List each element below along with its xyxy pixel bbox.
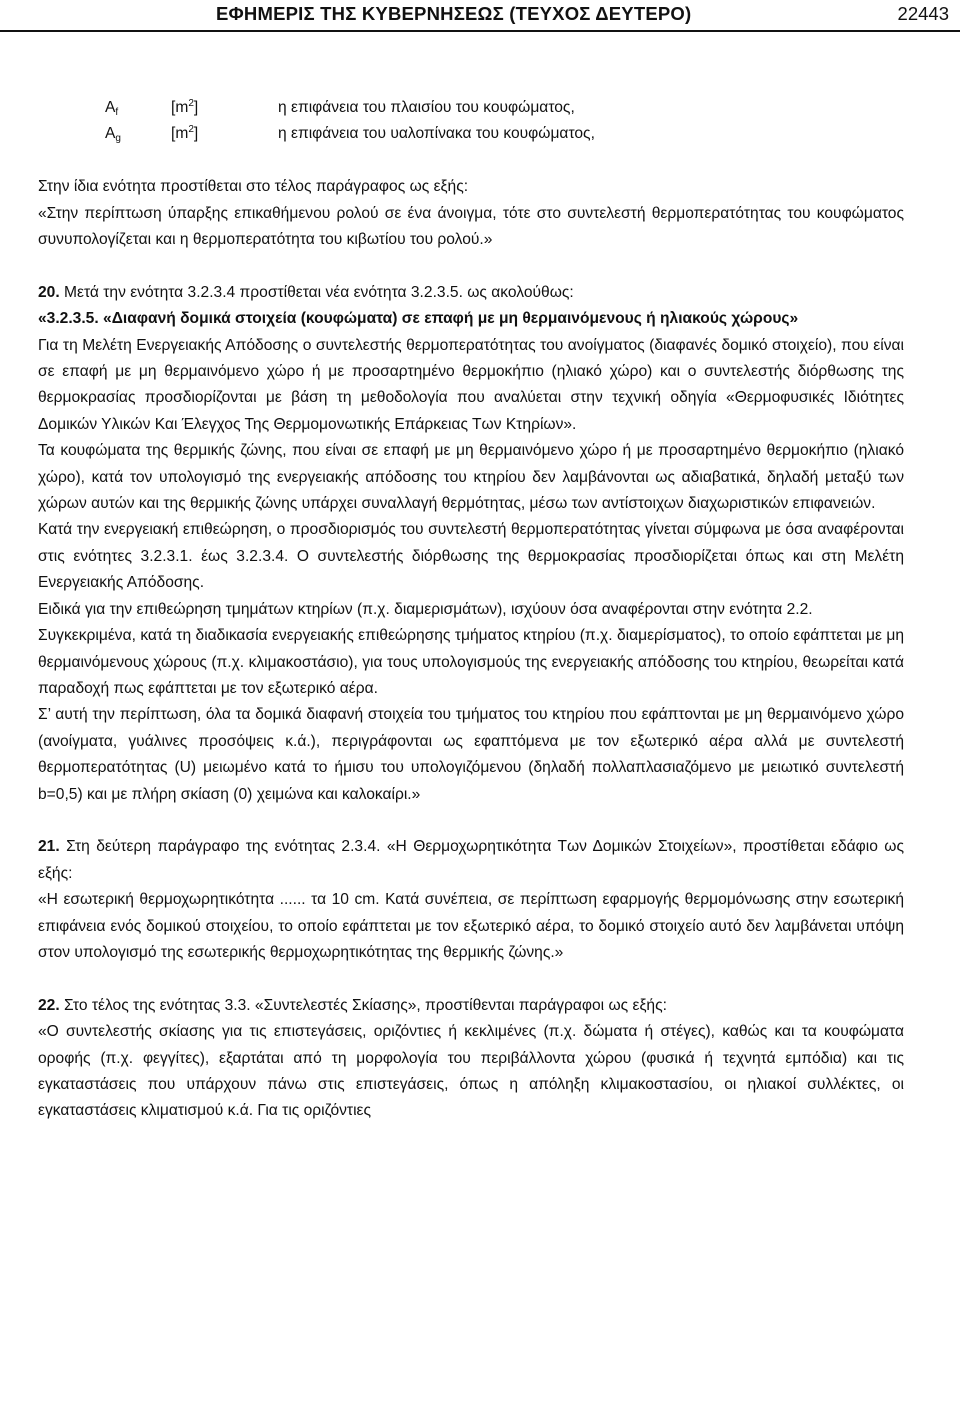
spacer	[38, 966, 904, 992]
section-heading: «3.2.3.5. «Διαφανή δομικά στοιχεία (κουφώματα) σε επαφή με μη θερμαινόμενους ή ηλιακούς χώρους»	[38, 310, 799, 328]
item-text: Στη δεύτερη παράγραφο της ενότητας 2.3.4. «Η Θερμοχωρητικότητα Των Δομικών Στοιχείων», προστίθεται εδάφιο ως εξής:	[38, 838, 904, 882]
item-number: 22.	[38, 996, 60, 1014]
item-20	[38, 280, 904, 306]
paragraph: «Η εσωτερική θερμοχωρητικότητα ...... τα 10 cm. Κατά συνέπεια, σε περίπτωση εφαρμογής θερμομόνωσης στην εσωτερική επιφάνεια ενός δομικού στοιχείου, το οποίο εφάπτεται με τον εξωτερικό αέρα, το δομικό στοιχείο αυτό δεν λαμβάνεται υπόψη στον υπολογισμό της εσωτερικής θερμοχωρητικότητας της θερμικής ζώνης.»	[38, 891, 904, 961]
paragraph: Στην ίδια ενότητα προστίθεται στο τέλος παράγραφος ως εξής:	[38, 178, 469, 196]
definition-text: η επιφάνεια του πλαισίου του κουφώματος,	[278, 99, 575, 116]
paragraph: Για τη Μελέτη Ενεργειακής Απόδοσης ο συντελεστής θερμοπερατότητας του ανοίγματος (διαφανές δομικό στοιχείο), που είναι σε επαφή με μη θερμαινόμενο χώρο ή με προσαρτημένο θερμοκήπιο (ηλιακό χώρο) και ο συντελεστής διόρθωσης της θερμοκρασίας προσδιορίζονται με βάση τη μεθοδολογία που αναλύεται στην τεχνική οδηγία «Θερμοφυσικές Ιδιότητες Δομικών Υλικών Και Έλεγχος Της Θερμομονωτικής Επάρκειας Των Κτηρίων».	[38, 336, 904, 433]
page-header	[0, 0, 960, 32]
paragraph: Τα κουφώματα της θερμικής ζώνης, που είναι σε επαφή με μη θερμαινόμενο χώρο ή με προσαρτημένο θερμοκήπιο (ηλιακό χώρο), κατά τον υπολογισμό της ενεργειακής απόδοσης του κτηρίου δεν λαμβάνονται ως αδιαβατικά, δηλαδή μεταξύ των χώρων αυτών και της θερμικής ζώνης υπάρχει συναλλαγή θερμότητας, μέσω των αντίστοιχων διαχωριστικών επιφανειών.	[38, 442, 904, 513]
spacer	[38, 253, 904, 279]
paragraph: «Στην περίπτωση ύπαρξης επικαθήμενου ρολού σε ένα άνοιγμα, τότε στο συντελεστή θερμοπερατότητας του κουφώματος συνυπολογίζεται και η θερμοπερατότητα του κιβωτίου του ρολού.»	[38, 204, 904, 249]
paragraph: Συγκεκριμένα, κατά τη διαδικασία ενεργειακής επιθεώρησης τμήματος κτηρίου (π.χ. διαμερίσματος), το οποίο εφάπτεται με μη θερμαινόμενους χώρους (π.χ. κλιμακοστάσιο), για τους υπολογισμούς της ενεργειακής απόδοσης του κτηρίου, θεωρείται κατά παραδοχή πως εφάπτεται με τον εξωτερικό αέρα.	[38, 627, 904, 697]
item-21	[38, 834, 904, 887]
paragraph: Ειδικά για την επιθεώρηση τμημάτων κτηρίων (π.χ. διαμερισμάτων), ισχύουν όσα αναφέρονται στην ενότητα 2.2.	[38, 600, 813, 618]
item-number: 21.	[38, 838, 60, 856]
page-number: 22443	[897, 3, 949, 24]
paragraph: «Ο συντελεστής σκίασης για τις επιστεγάσεις, οριζόντιες ή κεκλιμένες (π.χ. δώματα ή στέγες), καθώς και τα κουφώματα οροφής (π.χ. φεγγίτες), εξαρτάται από τη μορφολογία του περιβάλλοντα χώρου (φυσικά ή τεχνητά εμπόδια) και τις εγκαταστάσεις που υπάρχουν πάνω στις επιστεγάσεις, όπως η απόληξη κλιμακοστασίου, οι ηλιακοί συλλέκτες, οι εγκαταστάσεις κλιματισμού κ.ά. Για τις οριζόντιες	[38, 1023, 904, 1120]
paragraph: Σ’ αυτή την περίπτωση, όλα τα δομικά διαφανή στοιχεία του τμήματος του κτηρίου που εφάπτονται με μη θερμαινόμενο χώρο (ανοίγματα, γυάλινες προσόψεις κ.ά.), περιγράφονται ως εφαπτόμενα με τον εξωτερικό αέρα αλλά με συντελεστή θερμοπερατότητας (U) μειωμένο κατά το ήμισυ του υπολογιζόμενου (δηλαδή πολλαπλασιαζόμενο με μειωτικό συντελεστή b=0,5) και με πλήρη σκίαση (0) χειμώνα και καλοκαίρι.»	[38, 706, 904, 803]
gazette-title: ΕΦΗΜΕΡΙΣ ΤΗΣ ΚΥΒΕΡΝΗΣΕΩΣ (ΤΕΥΧΟΣ ΔΕΥΤΕΡΟ)	[216, 3, 692, 24]
spacer	[38, 148, 904, 174]
spacer	[38, 808, 904, 834]
item-number: 20.	[38, 283, 60, 301]
paragraph: Κατά την ενεργειακή επιθεώρηση, ο προσδιορισμός του συντελεστή θερμοπερατότητας γίνεται σύμφωνα με όσα αναφέρονται στις ενότητες 3.2.3.1. έως 3.2.3.4. Ο συντελεστής διόρθωσης της θερμοκρασίας προσδιορίζεται όπως και στη Μελέτη Ενεργειακής Απόδοσης.	[38, 521, 904, 592]
item-text: Μετά την ενότητα 3.2.3.4 προστίθεται νέα ενότητα 3.2.3.5. ως ακολούθως:	[59, 283, 574, 301]
item-22	[38, 993, 904, 1019]
definition-unit: $[m^2]$	[171, 98, 199, 116]
document-body	[38, 95, 904, 1125]
definition-text: η επιφάνεια του υαλοπίνακα του κουφώματος,	[278, 125, 595, 143]
definition-symbol: $A_g$	[105, 125, 121, 145]
item-text: Στο τέλος της ενότητας 3.3. «Συντελεστές Σκίασης», προστίθενται παράγραφοι ως εξής:	[59, 996, 667, 1014]
definition-row	[38, 121, 904, 147]
definition-symbol: $A_f$	[105, 99, 119, 118]
definition-unit: $[m^2]$	[171, 124, 199, 143]
definition-row	[38, 95, 904, 121]
